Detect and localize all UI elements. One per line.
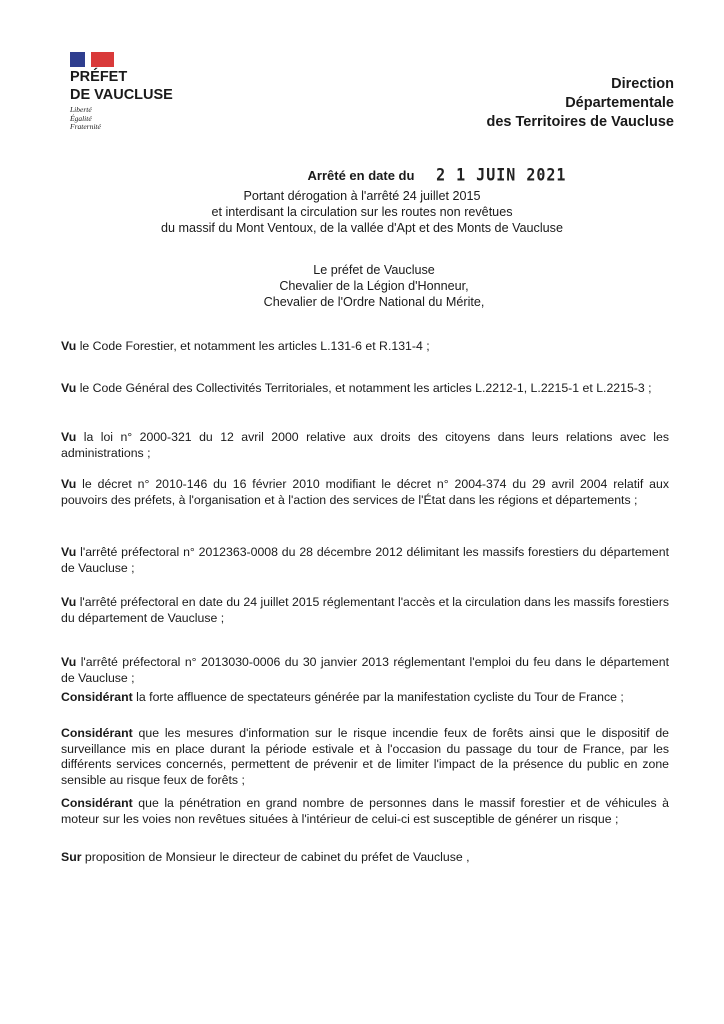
clause-lead: Considérant [61,690,133,704]
date-stamp: 2 1 JUIN 2021 [436,164,567,186]
issuing-direction [486,75,674,132]
decree-title-block [0,166,724,236]
direction-line1: Direction [611,76,674,92]
issuing-authority [12,262,724,310]
subtitle-line3: du massif du Mont Ventoux, de la vallée d'Apt et des Monts de Vaucluse [161,221,563,235]
clause-lead: Vu [61,339,77,353]
decree-subtitle [0,188,724,236]
clause-item [61,726,669,788]
clause-lead: Vu [61,655,77,669]
clause-lead: Considérant [61,796,133,810]
clause-text: l'arrêté préfectoral en date du 24 juillet 2015 réglementant l'accès et la circulation dans les massifs forestiers du département de Vaucluse ; [61,595,669,625]
clause-text: l'arrêté préfectoral n° 2013030-0006 du 30 janvier 2013 réglementant l'emploi du feu dans le département de Vaucluse ; [61,655,669,685]
clause-text: que les mesures d'information sur le risque incendie feux de forêts ainsi que le dispositif de surveillance mis en place durant la période estivale et à l'occasion du passage du tour de France, par les différents services concernés, permettent de prévenir et de limiter l'impact de la présence du public en zone sensible au risque feux de forêts ; [61,726,669,787]
clause-lead: Vu [61,545,77,559]
authority-line1: Le préfet de Vaucluse [313,263,435,277]
clause-item [61,339,669,355]
clause-text: que la pénétration en grand nombre de personnes dans le massif forestier et de véhicules à moteur sur les voies non revêtues situées à l'intérieur de celui-ci est susceptible de générer un risque ; [61,796,669,826]
clause-item [61,381,669,397]
authority-line2: Chevalier de la Légion d'Honneur, [279,279,469,293]
clause-text: le Code Général des Collectivités Territoriales, et notamment les articles L.2212-1, L.2215-1 et L.2215-3 ; [79,381,652,395]
subtitle-line2: et interdisant la circulation sur les routes non revêtues [211,205,513,219]
decree-title [150,166,724,184]
clause-text: la loi n° 2000-321 du 12 avril 2000 relative aux droits des citoyens dans leurs relations avec les administrations ; [61,430,670,460]
logo-motto [70,106,173,132]
clause-item [61,655,669,686]
clause-item [61,545,669,576]
subtitle-line1: Portant dérogation à l'arrêté 24 juillet 2015 [243,189,481,203]
clause-item [61,430,669,461]
clause-lead: Vu [61,595,77,609]
prefecture-logo [70,52,173,132]
motto-liberte: Liberté [70,105,92,114]
clause-item [61,690,669,706]
direction-line3: des Territoires de Vaucluse [486,114,674,130]
clause-lead: Vu [61,430,77,444]
clause-item [61,477,669,508]
authority-line3: Chevalier de l'Ordre National du Mérite, [263,295,485,309]
clause-lead: Considérant [61,726,133,740]
clause-text: proposition de Monsieur le directeur de cabinet du préfet de Vaucluse , [84,850,470,864]
clause-item [61,796,669,827]
clause-text: la forte affluence de spectateurs générée par la manifestation cycliste du Tour de France ; [136,690,624,704]
clause-lead: Vu [61,381,77,395]
decree-title-label: Arrêté en date du [307,168,415,183]
logo-title-line1: PRÉFET [70,69,128,85]
direction-line2: Départementale [565,95,674,111]
clause-lead: Vu [61,477,77,491]
clause-text: l'arrêté préfectoral n° 2012363-0008 du 28 décembre 2012 délimitant les massifs forestiers du département de Vaucluse ; [61,545,669,575]
clause-text: le décret n° 2010-146 du 16 février 2010 modifiant le décret n° 2004-374 du 29 avril 2004 relatif aux pouvoirs des préfets, à l'organisation et à l'action des services de l'État dans les régions et départements ; [61,477,669,507]
clause-item [61,850,669,866]
motto-fraternite: Fraternité [70,122,101,131]
clause-item [61,595,669,626]
marianne-flag-icon [70,52,114,67]
motto-egalite: Égalité [70,113,92,123]
logo-title-line2: DE VAUCLUSE [70,87,173,103]
clause-text: le Code Forestier, et notamment les articles L.131-6 et R.131-4 ; [79,339,430,353]
clause-lead: Sur [61,850,82,864]
